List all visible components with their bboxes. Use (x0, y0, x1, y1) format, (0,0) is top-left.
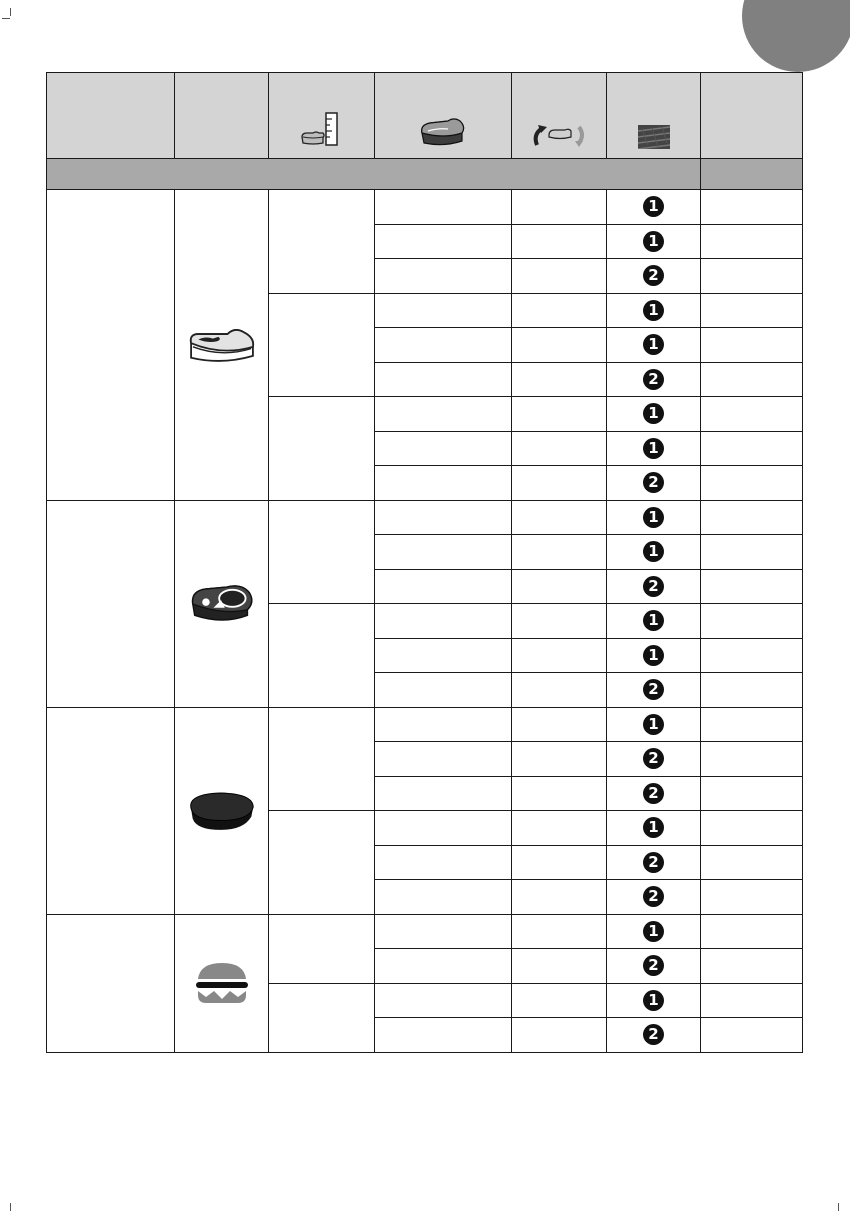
turn-cell (512, 293, 607, 328)
cut-cell (375, 845, 512, 880)
cut-cell (375, 949, 512, 984)
last-cell (701, 914, 803, 949)
thickness-cell (269, 811, 375, 915)
cut-cell (375, 569, 512, 604)
thickness-cell (269, 190, 375, 294)
turn-cell (512, 638, 607, 673)
tbone-steak-icon (189, 583, 255, 625)
turn-cell (512, 569, 607, 604)
turn-cell (512, 224, 607, 259)
round-steak-icon (187, 790, 257, 832)
last-cell (701, 293, 803, 328)
thickness-cell (269, 914, 375, 983)
page-tab-marker (742, 0, 850, 72)
steak-bone-icon (185, 325, 259, 365)
program-cell (607, 983, 701, 1018)
program-cell (607, 535, 701, 570)
program-cell (607, 914, 701, 949)
turn-cell (512, 397, 607, 432)
program-cell (607, 1018, 701, 1053)
program-cell (607, 776, 701, 811)
last-cell (701, 466, 803, 501)
last-cell (701, 431, 803, 466)
cut-cell (375, 1018, 512, 1053)
turn-cell (512, 776, 607, 811)
turn-cell (512, 983, 607, 1018)
crop-mark (10, 1203, 11, 1211)
crop-mark (838, 1203, 839, 1211)
food-cell (47, 500, 175, 707)
program-cell (607, 604, 701, 639)
header-cell-turn (512, 73, 607, 159)
program-number-badge: 2 (643, 472, 664, 493)
turn-cell (512, 535, 607, 570)
program-number-badge: 1 (643, 921, 664, 942)
last-cell (701, 190, 803, 225)
cut-cell (375, 431, 512, 466)
thickness-cell (269, 500, 375, 604)
last-cell (701, 362, 803, 397)
crop-mark (10, 8, 11, 16)
program-number-badge: 2 (643, 748, 664, 769)
thickness-cell (269, 983, 375, 1052)
program-number-badge: 1 (643, 334, 664, 355)
cooking-table (46, 72, 803, 1053)
last-cell (701, 500, 803, 535)
food-icon-cell (175, 707, 269, 914)
turn-cell (512, 466, 607, 501)
cut-cell (375, 328, 512, 363)
program-cell (607, 673, 701, 708)
cut-cell (375, 811, 512, 846)
turn-cell (512, 914, 607, 949)
last-cell (701, 328, 803, 363)
last-cell (701, 776, 803, 811)
program-number-badge: 1 (643, 403, 664, 424)
last-cell (701, 811, 803, 846)
turn-cell (512, 190, 607, 225)
header-cell-thickness (269, 73, 375, 159)
program-number-badge: 1 (643, 645, 664, 666)
cut-cell (375, 914, 512, 949)
table-row (47, 190, 803, 225)
program-cell (607, 397, 701, 432)
last-cell (701, 707, 803, 742)
header-row (47, 73, 803, 159)
header-cell-last (701, 73, 803, 159)
program-cell (607, 362, 701, 397)
program-number-badge: 1 (643, 541, 664, 562)
last-cell (701, 1018, 803, 1053)
header-cell-program (607, 73, 701, 159)
cut-cell (375, 293, 512, 328)
turn-over-icon (529, 119, 589, 149)
last-cell (701, 845, 803, 880)
food-cell (47, 190, 175, 501)
band-cell-last (701, 159, 803, 190)
last-cell (701, 224, 803, 259)
band-cell-main (47, 159, 701, 190)
cut-cell (375, 466, 512, 501)
program-cell (607, 224, 701, 259)
last-cell (701, 397, 803, 432)
program-number-badge: 1 (643, 714, 664, 735)
table-row (47, 500, 803, 535)
cut-cell (375, 190, 512, 225)
cut-cell (375, 880, 512, 915)
program-number-badge: 1 (643, 231, 664, 252)
program-number-badge: 2 (643, 955, 664, 976)
program-cell (607, 742, 701, 777)
turn-cell (512, 845, 607, 880)
turn-cell (512, 880, 607, 915)
turn-cell (512, 811, 607, 846)
cut-cell (375, 397, 512, 432)
food-icon-cell (175, 190, 269, 501)
last-cell (701, 604, 803, 639)
cut-cell (375, 983, 512, 1018)
turn-cell (512, 431, 607, 466)
cut-cell (375, 362, 512, 397)
cut-cell (375, 604, 512, 639)
food-cell (47, 707, 175, 914)
cut-cell (375, 500, 512, 535)
program-number-badge: 2 (643, 576, 664, 597)
turn-cell (512, 259, 607, 294)
last-cell (701, 569, 803, 604)
steak-slab-icon (418, 115, 468, 149)
turn-cell (512, 707, 607, 742)
thickness-cell (269, 397, 375, 501)
turn-cell (512, 500, 607, 535)
turn-cell (512, 949, 607, 984)
food-icon-cell (175, 914, 269, 1052)
cut-cell (375, 638, 512, 673)
last-cell (701, 949, 803, 984)
program-cell (607, 638, 701, 673)
program-cell (607, 949, 701, 984)
cut-cell (375, 535, 512, 570)
last-cell (701, 742, 803, 777)
program-number-badge: 2 (643, 1024, 664, 1045)
program-number-badge: 1 (643, 817, 664, 838)
program-cell (607, 328, 701, 363)
program-number-badge: 1 (643, 438, 664, 459)
program-number-badge: 2 (643, 369, 664, 390)
program-cell (607, 500, 701, 535)
turn-cell (512, 604, 607, 639)
program-cell (607, 811, 701, 846)
grill-plate-icon (638, 125, 670, 149)
table-row (47, 914, 803, 949)
last-cell (701, 880, 803, 915)
cut-cell (375, 742, 512, 777)
program-number-badge: 1 (643, 300, 664, 321)
turn-cell (512, 362, 607, 397)
header-cell-cut (375, 73, 512, 159)
thickness-ruler-icon (299, 111, 345, 149)
cut-cell (375, 776, 512, 811)
program-number-badge: 1 (643, 507, 664, 528)
crop-mark (2, 18, 10, 19)
header-cell-type (175, 73, 269, 159)
program-cell (607, 190, 701, 225)
program-cell (607, 880, 701, 915)
thickness-cell (269, 604, 375, 708)
band-row (47, 159, 803, 190)
food-icon-cell (175, 500, 269, 707)
last-cell (701, 535, 803, 570)
last-cell (701, 983, 803, 1018)
program-number-badge: 1 (643, 196, 664, 217)
cut-cell (375, 259, 512, 294)
turn-cell (512, 742, 607, 777)
header-cell-food (47, 73, 175, 159)
program-number-badge: 1 (643, 610, 664, 631)
program-cell (607, 569, 701, 604)
food-cell (47, 914, 175, 1052)
program-cell (607, 431, 701, 466)
program-number-badge: 2 (643, 265, 664, 286)
program-cell (607, 293, 701, 328)
program-cell (607, 845, 701, 880)
program-number-badge: 2 (643, 886, 664, 907)
turn-cell (512, 328, 607, 363)
thickness-cell (269, 293, 375, 397)
last-cell (701, 259, 803, 294)
program-number-badge: 2 (643, 783, 664, 804)
program-number-badge: 2 (643, 679, 664, 700)
thickness-cell (269, 707, 375, 811)
burger-icon (192, 961, 252, 1005)
turn-cell (512, 673, 607, 708)
program-cell (607, 259, 701, 294)
last-cell (701, 673, 803, 708)
program-number-badge: 2 (643, 852, 664, 873)
program-cell (607, 707, 701, 742)
cut-cell (375, 224, 512, 259)
program-cell (607, 466, 701, 501)
last-cell (701, 638, 803, 673)
table-row (47, 707, 803, 742)
cut-cell (375, 707, 512, 742)
cut-cell (375, 673, 512, 708)
turn-cell (512, 1018, 607, 1053)
program-number-badge: 1 (643, 990, 664, 1011)
